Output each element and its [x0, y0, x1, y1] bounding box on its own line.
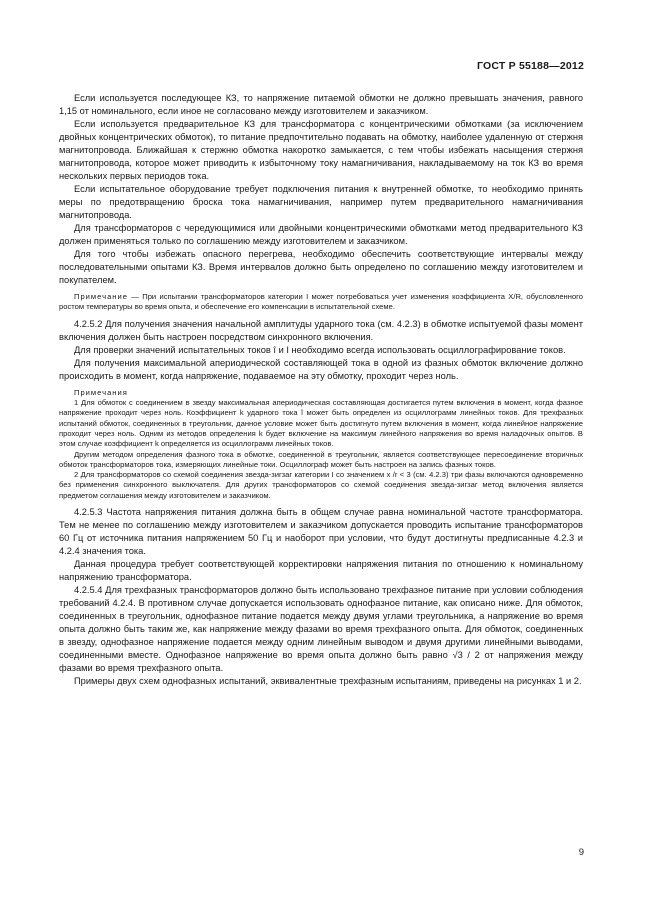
- notes-heading: Примечания: [74, 387, 128, 397]
- paragraph: Для проверки значений испытательных токов î и I необходимо всегда использовать осциллографирование токов.: [74, 344, 566, 355]
- note: [59, 292, 583, 313]
- paragraph: Для получения максимальной апериодической составляющей тока в одной из фазных обмоток включение должно происходить в момент, когда напряжение, подаваемое на эту обмотку, проходит через ноль.: [59, 357, 583, 381]
- note-item: 2 Для трансформаторов со схемой соединения звезда-зигзаг категории I со значением x /r < 3 (см. 4.2.3) три фазы включаются одновременно без применения синхронного выключателя. Для других трансформаторов со схемой соединения звезда-зигзаг метод включения является предметом соглашения между изготовителем и заказчиком.: [59, 470, 583, 500]
- paragraph: Для трансформаторов с чередующимися или двойными концентрическими обмотками метод предварительного КЗ должен применяться только по соглашению между изготовителем и заказчиком.: [59, 223, 583, 246]
- paragraph: Если используется последующее КЗ, то напряжение питаемой обмотки не должно превышать значения, равного 1,15 от номинального, если иное не согласовано между изготовителем и заказчиком.: [59, 93, 583, 116]
- paragraph: Если испытательное оборудование требует подключения питания к внутренней обмотке, то необходимо принять меры по предотвращению броска тока намагничивания, например путем предварительного намагничивания магнитопровода.: [59, 184, 583, 220]
- note-item: Другим методом определения фазного тока в обмотке, соединенной в треугольник, является соответствующее пересоединение вторичных обмоток трансформаторов тока, измеряющих линейные токи. Осциллограф может быть настроен на запись фазных токов.: [59, 449, 583, 469]
- paragraph: Примеры двух схем однофазных испытаний, эквивалентные трехфазным испытаниям, приведены на рисунках 1 и 2.: [74, 676, 582, 687]
- note-label: Примечание: [74, 292, 128, 301]
- document-code: ГОСТ Р 55188—2012: [476, 60, 584, 72]
- note-item: 1 Для обмоток с соединением в звезду максимальная апериодическая составляющая достигается путем включения в момент, когда фазное напряжение проходит через ноль. Коэффициент k ударного тока î может быть определен из осциллограмм линейных токов. Для трехфазных испытаний обмоток, соединенных в треугольник, данное условие может быть достигнуто путем включения в момент, когда линейное напряжение проходит через ноль. Одним из методов определения k будет включение на максимум линейного напряжения во время наладочных опытов. В этом случае коэффициент k определяется из осциллограмм линейных токов.: [59, 398, 583, 449]
- paragraph: 4.2.5.4 Для трехфазных трансформаторов должно быть использовано трехфазное питание при условии соблюдения требований 4.2.4. В противном случае допускается использовать однофазное питание, как описано ниже. Для обмоток, соединенных в треугольник, однофазное питание подается между двумя углами треугольника, а напряжение во время опыта должно быть таким же, как напряжение между фазами во время трехфазного опыта. Для обмоток, соединенных в звезду, однофазное напряжение подается между одним линейным выводом и двумя другими линейными выводами, соединенными вместе. Однофазное напряжение во время опыта должно быть равно √3 / 2 от напряжения между фазами во время трехфазного опыта.: [59, 585, 583, 674]
- document-body: [59, 92, 583, 688]
- paragraph: Данная процедура требует соответствующей корректировки напряжения питания по отношению к номинальному напряжению трансформатора.: [59, 559, 583, 583]
- paragraph: Для того чтобы избежать опасного перегрева, необходимо обеспечить соответствующие интервалы между последовательными опытами КЗ. Время интервалов должно быть определено по соглашению между изготовителем и покупателем.: [59, 249, 583, 285]
- paragraph: 4.2.5.3 Частота напряжения питания должна быть в общем случае равна номинальной частоте трансформатора. Тем не менее по соглашению между изготовителем и заказчиком допускается проводить испытание трансформаторов 60 Гц от источника питания напряжением 50 Гц и наоборот при условии, что будут достигнуты предписанные 4.2.3 и 4.2.4 значения тока.: [59, 507, 583, 557]
- note-text: — При испытании трансформаторов категории I может потребоваться учет изменения коэффициента X/R, обусловленного ростом температуры во время опыта, и обеспечение его компенсации в испытательной схеме.: [59, 292, 583, 312]
- page-number: 9: [578, 847, 584, 858]
- paragraph: Если используется предварительное КЗ для трансформатора с концентрическими обмотками (за исключением двойных концентрических обмоток), то питание предпочтительно подавать на обмотку, наиболее удаленную от стержня магнитопровода. Ближайшая к стержню обмотка накоротко замыкается, с тем чтобы избежать насыщения стержня магнитопровода, которое может приводить к избыточному току намагничивания, накладываемому на ток КЗ во время нескольких первых периодов тока.: [59, 119, 583, 181]
- paragraph: 4.2.5.2 Для получения значения начальной амплитуды ударного тока (см. 4.2.3) в обмотке испытуемой фазы момент включения должен быть настроен посредством синхронного включения.: [59, 318, 583, 342]
